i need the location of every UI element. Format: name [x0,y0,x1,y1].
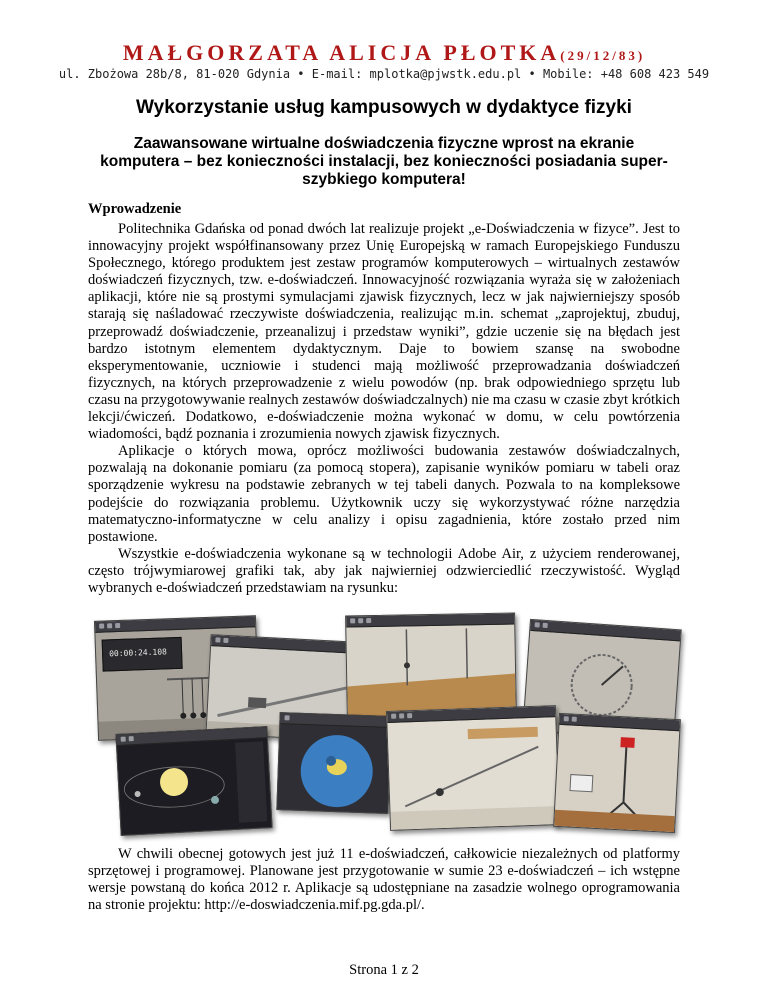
section-heading: Wprowadzenie [88,201,182,217]
screenshot-lab-room [345,613,517,722]
paragraph: W chwili obecnej gotowych jest już 11 e-doświadczeń, całkowicie niezależnych od platformy sprzętowej i programowej. Planowane jest przygotowanie w sumie 23 e-doświadczeń – ich wstępne wersje powstaną do końca 2012 r. Aplikacje są udostępniane na zasadzie wolnego oprogramowania na stronie projektu: http://e-doswiadczenia.mif.pg.gda.pl/. [88,846,680,914]
screenshot-balance [386,705,560,831]
page-number: Strona 1 z 2 [349,962,419,978]
after-figure-text [88,846,680,914]
document-subtitle: Zaawansowane wirtualne doświadczenia fizyczne wprost na ekranie komputera – bez konieczności instalacji, bez konieczności posiadania super-szybkiego komputera! [100,135,668,188]
paragraph: Aplikacje o których mowa, oprócz możliwości budowania zestawów doświadczalnych, pozwalają na dokonanie pomiaru (za pomocą stopera), zapisanie wyników pomiaru w tabeli oraz sporządzenie wykresu na podstawie zebranych w tej tabeli danych. Pozwala to na kompleksowe podejście do rozwiązania problemu. Użytkownik uczy się wykorzystywać różne narzędzia matematyczno-informatyczne w celu analizy i opisu zagadnienia, które zostało przed nim postawione. [88,443,680,545]
screenshot-solar-system [115,726,272,836]
birth-date: (29/12/83) [560,48,646,63]
stopwatch-display: 00:00:24.108 [108,647,168,659]
author-name [0,40,768,66]
tripod-icon [554,714,680,832]
balance-icon [387,706,559,830]
screenshot-tripod [553,713,681,833]
contact-line: ul. Zbożowa 28b/8, 81-020 Gdynia • E-mail: mplotka@pjwstk.edu.pl • Mobile: +48 608 423 549 [58,67,710,81]
solar-system-icon [116,727,271,835]
paragraph: Politechnika Gdańska od ponad dwóch lat realizuje projekt „e-Doświadczenia w fizyce”. Jest to innowacyjny projekt współfinansowany przez Unię Europejską w ramach Europejskiego Funduszu Społecznego, którego produktem jest zestaw programów komputerowych – wirtualnych zestawów doświadczeń fizycznych, tzw. e-doświadczeń. Innowacyjność rozwiązania wyraża się w założeniach aplikacji, które nie są prostymi symulacjami zjawisk fizycznych, lecz w jak najwierniejszy sposób starają się naśladować rzeczywiste doświadczenia, realizując m.in. schemat „zaprojektuj, zbuduj, przeprowadź doświadczenie, przeanalizuj i przedstaw wyniki”, gdzie uczenie się na błędach jest bardzo istotnym elementem dydaktycznym. Daje to bowiem szansę na swobodne eksperymentowanie, uczniowie i studenci mają możliwość przeprowadzania doświadczeń fizycznych, na których przeprowadzenie z wielu powodów (np. brak odpowiedniego sprzętu lub czasu na przygotowywanie realnych zestawów doświadczalnych) nie ma czasu w czasie zbyt krótkich lekcji/ćwiczeń. Dodatkowo, e-doświadczenie można wykonać w domu, w celu powtórzenia wiadomości, bądź poznania i zrozumienia nowych zjawisk fizycznych. [88,221,680,443]
document-title: Wykorzystanie usług kampusowych w dydaktyce fizyki [136,97,632,118]
intro-text [88,221,680,597]
author-name-text: MAŁGORZATA ALICJA PŁOTKA [122,40,561,65]
screenshot-collage [88,610,680,835]
lab-room-icon [346,614,516,721]
paragraph: Wszystkie e-doświadczenia wykonane są w technologii Adobe Air, z użyciem renderowanej, często trójwymiarowej grafiki tak, aby jak najwierniej odzwierciedlić rzeczywistość. Wygląd wybranych e-doświadczeń przedstawiam na rysunku: [88,545,680,596]
bird-icon [277,713,390,813]
screenshot-bird [276,712,391,814]
